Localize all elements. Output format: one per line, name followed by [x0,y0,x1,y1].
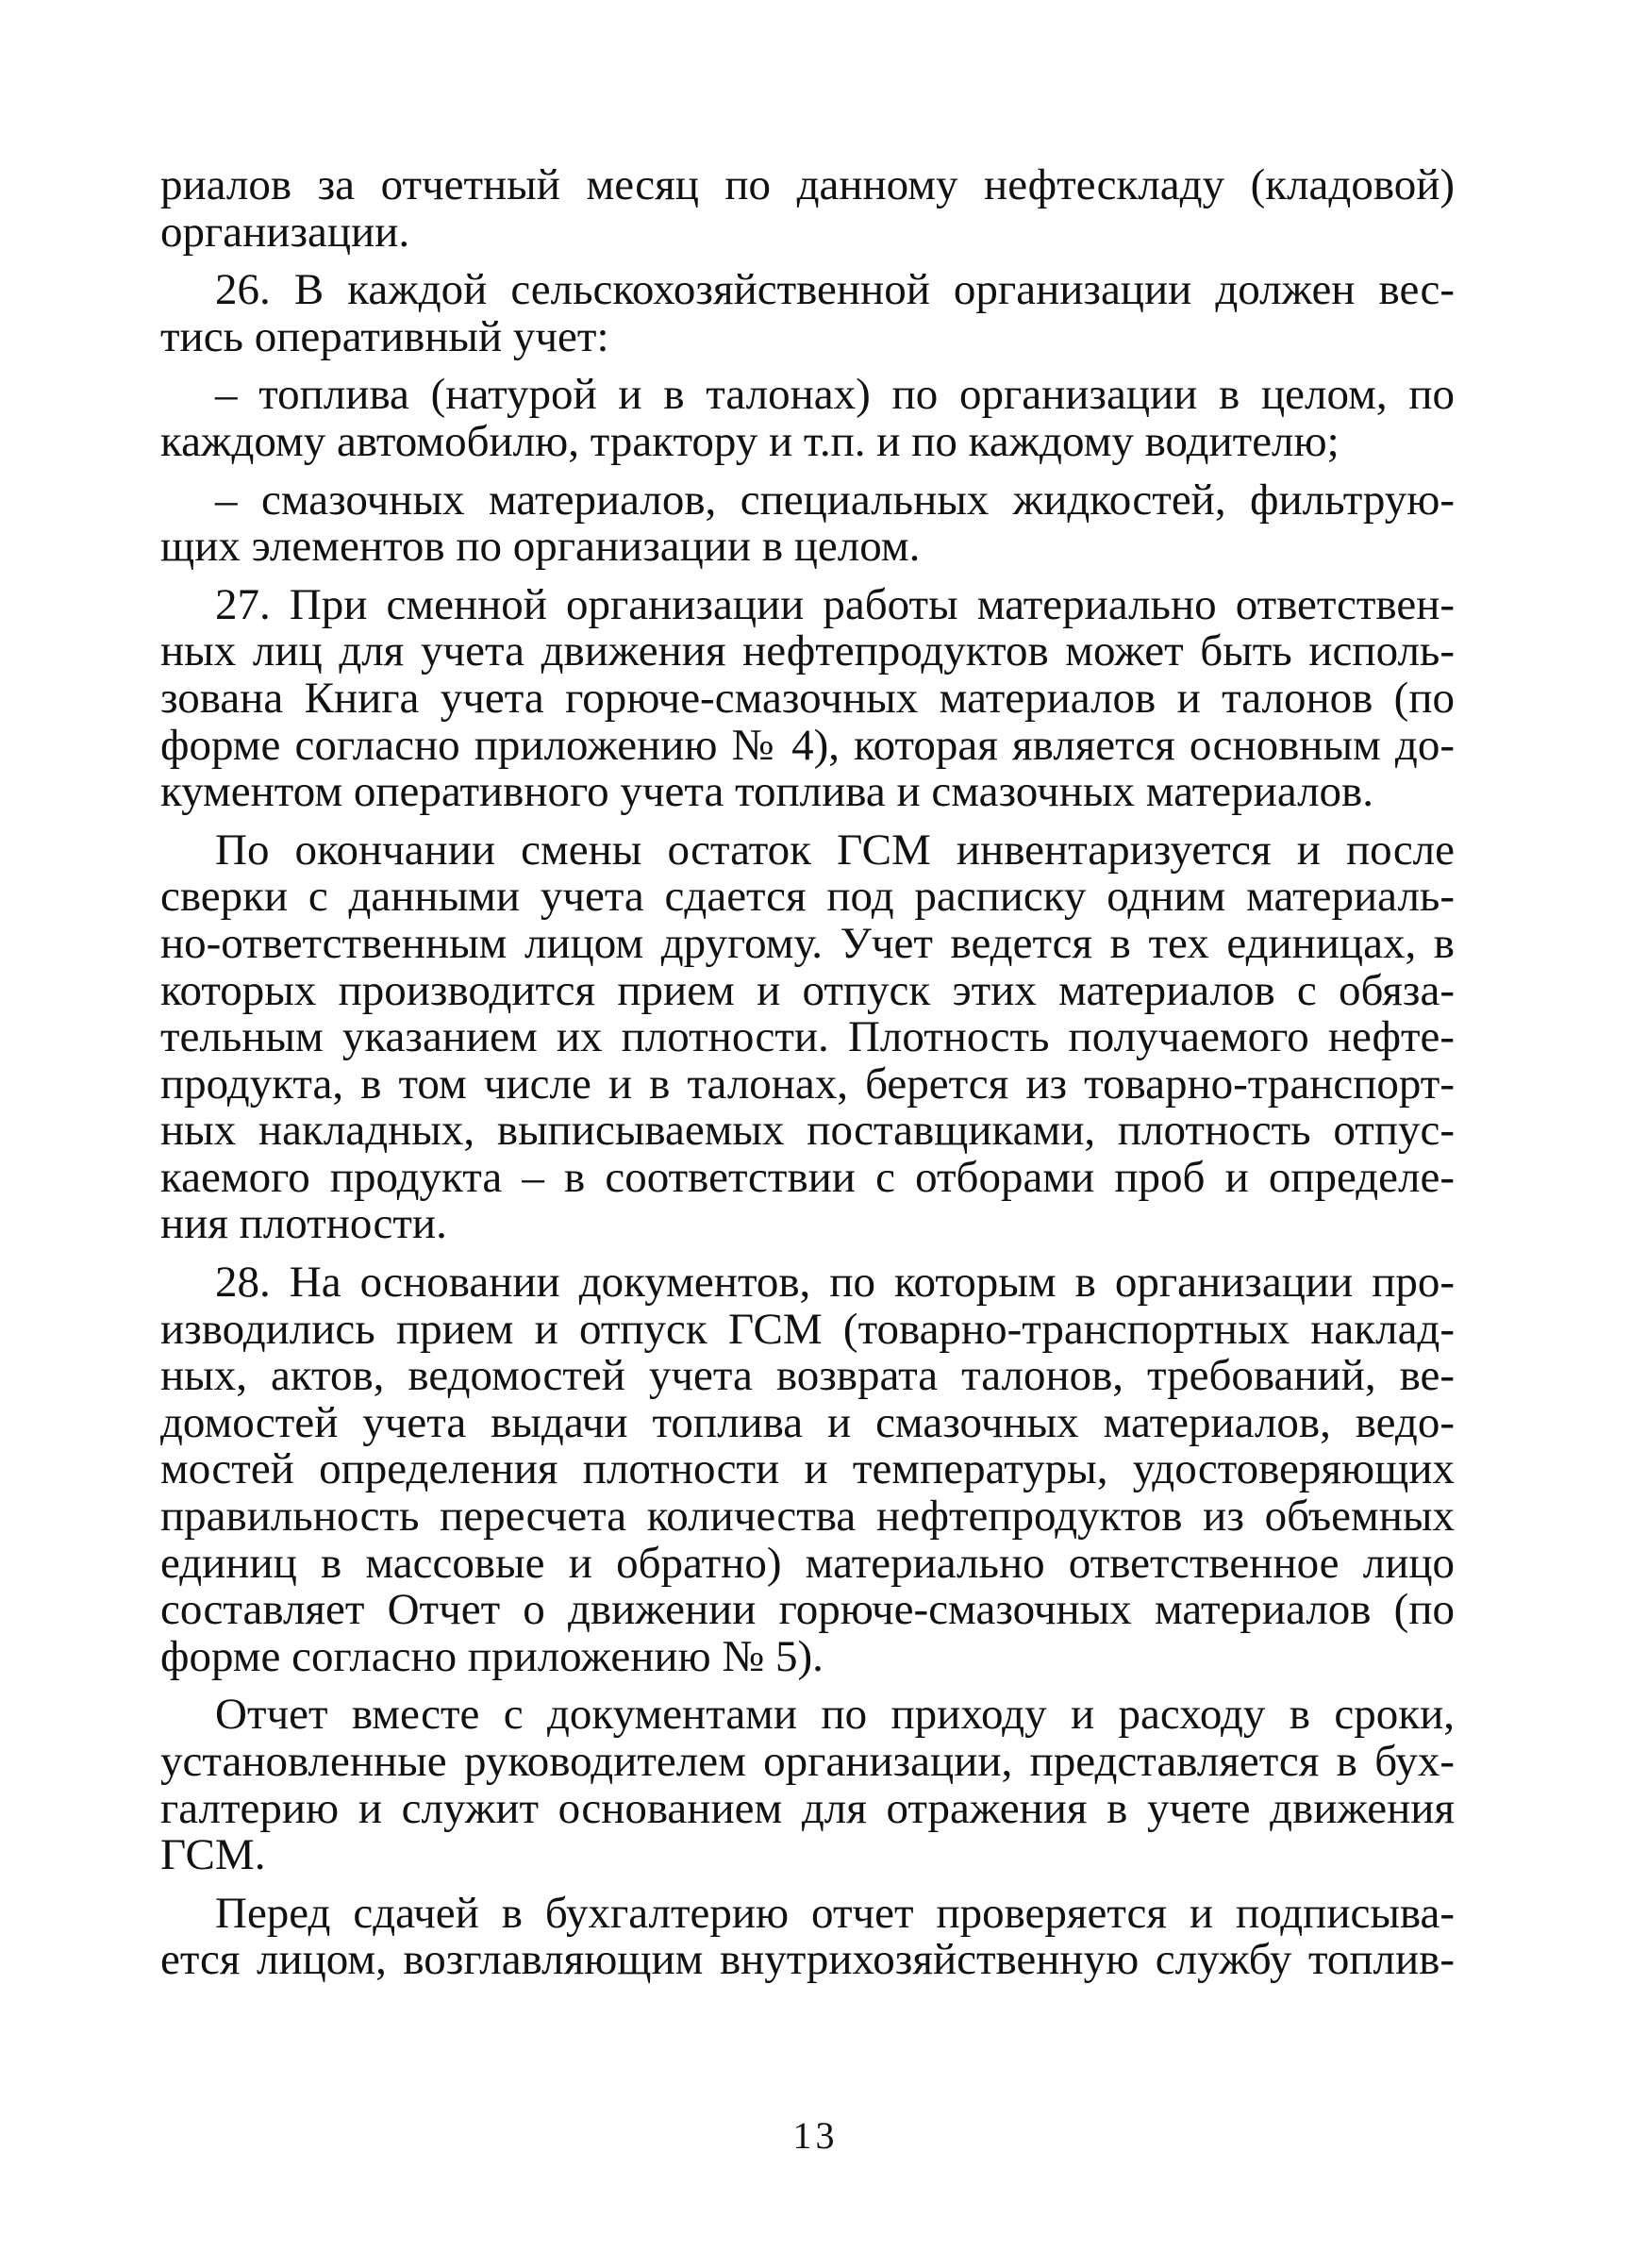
text-line: ется лицом, возглавляющим внутрихозяйственную службу топлив- [160,1935,1455,1985]
text-line: – топлива (натурой и в талонах) по организации в целом, по [215,370,1455,420]
text-line: ных лиц для учета движения нефтепродуктов может быть исполь- [160,626,1455,676]
text-line: изводились прием и отпуск ГСМ (товарно-транспортных наклад- [160,1304,1455,1354]
text-line: установленные руководителем организации, представляется в бух- [160,1737,1455,1786]
text-line: организации. [160,207,410,257]
text-line: риалов за отчетный месяц по данному нефтескладу (кладовой) [160,160,1455,209]
paragraph-report-submission [160,1692,1455,1878]
text-line: 26. В каждой сельскохозяйственной организации должен вес- [215,265,1455,315]
paragraph-fuel-accounting [160,372,1455,465]
text-line: ных, актов, ведомостей учета возврата талонов, требований, ве- [160,1351,1455,1401]
document-page [160,162,1455,1984]
text-line: правильность пересчета количества нефтепродуктов из объемных [160,1492,1455,1542]
paragraph-lubricants-accounting [160,477,1455,571]
text-line: составляет Отчет о движении горюче-смазочных материалов (по [160,1585,1455,1635]
text-line: домостей учета выдачи топлива и смазочных материалов, ведо- [160,1397,1455,1447]
text-line: ных накладных, выписываемых поставщиками, плотность отпус- [160,1106,1455,1156]
text-line: Перед сдачей в бухгалтерию отчет проверяется и подписыва- [215,1888,1455,1938]
text-line: но-ответственным лицом другому. Учет ведется в тех единицах, в [160,918,1455,968]
text-line: ния плотности. [160,1199,447,1249]
text-line: тись оперативный учет: [160,311,609,361]
text-line: сверки с данными учета сдается под расписку одним материаль- [160,872,1455,922]
text-line: щих элементов по организации в целом. [160,522,921,572]
text-line: Отчет вместе с документами по приходу и расходу в сроки, [215,1690,1455,1740]
text-line: каемого продукта – в соответствии с отборами проб и определе- [160,1152,1455,1202]
paragraph-item-28 [160,1259,1455,1680]
text-line: 27. При сменной организации работы материально ответствен- [215,579,1455,629]
paragraph-report-check [160,1888,1455,1985]
text-line: каждому автомобилю, трактору и т.п. и по каждому водителю; [160,416,1340,466]
paragraph-item-27 [160,579,1455,817]
text-line: тельным указанием их плотности. Плотность получаемого нефте- [160,1012,1455,1062]
text-line: форме согласно приложению № 4), которая является основным до- [160,720,1455,770]
text-line: – смазочных материалов, специальных жидкостей, фильтрую- [215,475,1455,525]
text-line: ГСМ. [160,1830,266,1880]
paragraph-item-26 [160,267,1455,360]
text-line: галтерию и служит основанием для отражения в учете движения [160,1783,1455,1833]
text-line: форме согласно приложению № 5). [160,1631,824,1681]
text-line: 28. На основании документов, по которым в организации про- [215,1258,1455,1308]
text-line: продукта, в том числе и в талонах, берется из товарно-транспорт- [160,1059,1455,1109]
page-number: 13 [792,2114,839,2157]
text-line: кументом оперативного учета топлива и смазочных материалов. [160,767,1373,817]
text-line: единиц в массовые и обратно) материально ответственное лицо [160,1538,1455,1588]
paragraph-continuation [160,162,1455,256]
text-line: мостей определения плотности и температуры, удостоверяющих [160,1444,1455,1494]
text-line: которых производится прием и отпуск этих материалов с обяза- [160,965,1455,1015]
paragraph-shift-end [160,827,1455,1248]
text-line: По окончании смены остаток ГСМ инвентаризуется и после [215,825,1455,875]
text-line: зована Книга учета горюче-смазочных материалов и талонов (по [160,673,1455,723]
